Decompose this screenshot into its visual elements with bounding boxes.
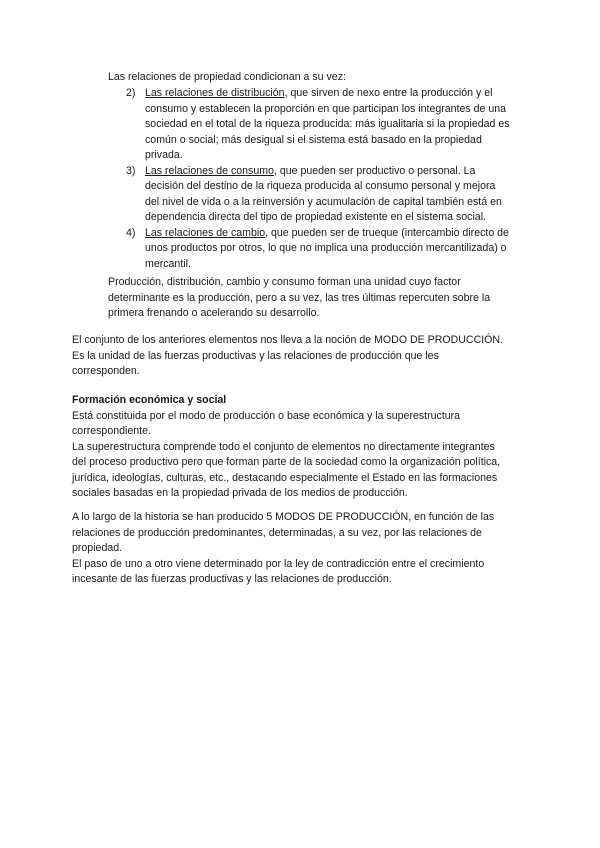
- list-line: del nivel de vida o a la reinversión y acumulación de capital también está en: [145, 195, 502, 208]
- relations-list: [108, 86, 548, 272]
- summary-line: Producción, distribución, cambio y consumo forman una unidad cuyo factor: [108, 276, 461, 288]
- historia-line: A lo largo de la historia se han producido 5 MODOS DE PRODUCCIÓN, en función de las: [72, 511, 495, 523]
- formacion-line: sociales basadas en la propiedad privada de los medios de producción.: [72, 487, 408, 499]
- section-heading: Formación económica y social: [72, 394, 227, 406]
- formacion-line: jurídica, ideologías, culturas, etc., destacando especialmente el Estado en las formaciones: [72, 471, 498, 484]
- formacion-section: [72, 393, 542, 502]
- historia-line: El paso de uno a otro viene determinado por la ley de contradicción entre el crecimiento: [72, 557, 485, 570]
- list-item-cambio: [108, 226, 548, 273]
- historia-line: propiedad.: [72, 542, 123, 554]
- intro-text: Las relaciones de propiedad condicionan a su vez:: [108, 71, 346, 83]
- historia-line: relaciones de producción predominantes, determinadas, a su vez, por las relaciones de: [72, 526, 482, 539]
- intro-paragraph: [108, 70, 548, 86]
- modo-line: corresponden.: [72, 365, 140, 377]
- modo-line: Es la unidad de las fuerzas productivas y las relaciones de producción que les: [72, 349, 439, 362]
- modo-produccion-paragraph: [72, 333, 542, 380]
- list-line: unos productos por otros, lo que no implica una producción mercantilizada) o: [145, 242, 507, 254]
- list-item-distribucion: [108, 86, 548, 164]
- list-number: 4): [126, 226, 136, 239]
- list-line: sociedad en el total de la riqueza producida: más igualitaria si la propiedad es: [145, 118, 510, 130]
- list-number: 3): [126, 164, 136, 177]
- list-number: 2): [126, 87, 136, 99]
- list-item-title: Las relaciones de cambio,: [145, 226, 269, 239]
- list-line: dependencia directa del tipo de propiedad existente en el sistema social.: [145, 211, 486, 223]
- list-line: mercantil.: [145, 257, 191, 270]
- list-item-title: Las relaciones de consumo: [145, 164, 274, 177]
- list-line: Las relaciones de distribución, que sirven de nexo entre la producción y el: [145, 87, 493, 99]
- formacion-line: correspondiente.: [72, 425, 151, 437]
- summary-line: determinante es la producción, pero a su vez, las tres últimas repercuten sobre la: [108, 291, 491, 304]
- summary-paragraph: [108, 275, 548, 322]
- list-item-consumo: [108, 164, 548, 226]
- historia-line: incesante de las fuerzas productivas y las relaciones de producción.: [72, 573, 392, 585]
- formacion-line: Está constituida por el modo de producción o base económica y la superestructura: [72, 409, 461, 422]
- summary-line: primera frenando o acelerando su desarrollo.: [108, 307, 320, 319]
- historia-paragraph: [72, 510, 542, 588]
- formacion-line: del proceso productivo pero que forman parte de la sociedad como la organización política,: [72, 456, 501, 468]
- list-line: consumo y establecen la proporción en que participan los integrantes de una: [145, 102, 507, 115]
- formacion-line: La superestructura comprende todo el conjunto de elementos no directamente integrantes: [72, 440, 495, 453]
- list-line: Las relaciones de consumo, que pueden ser productivo o personal. La: [145, 164, 476, 177]
- list-item-title: Las relaciones de distribución: [145, 87, 285, 99]
- modo-line: El conjunto de los anteriores elementos nos lleva a la noción de MODO DE PRODUCCIÓN.: [72, 334, 504, 346]
- list-line: decisión del destino de la riqueza producida al consumo personal y mejora: [145, 180, 496, 192]
- list-line: Las relaciones de cambio, que pueden ser de trueque (intercambio directo de: [145, 226, 509, 239]
- list-line: privada.: [145, 149, 183, 161]
- list-line: común o social; más desigual si el sistema está basado en la propiedad: [145, 133, 482, 146]
